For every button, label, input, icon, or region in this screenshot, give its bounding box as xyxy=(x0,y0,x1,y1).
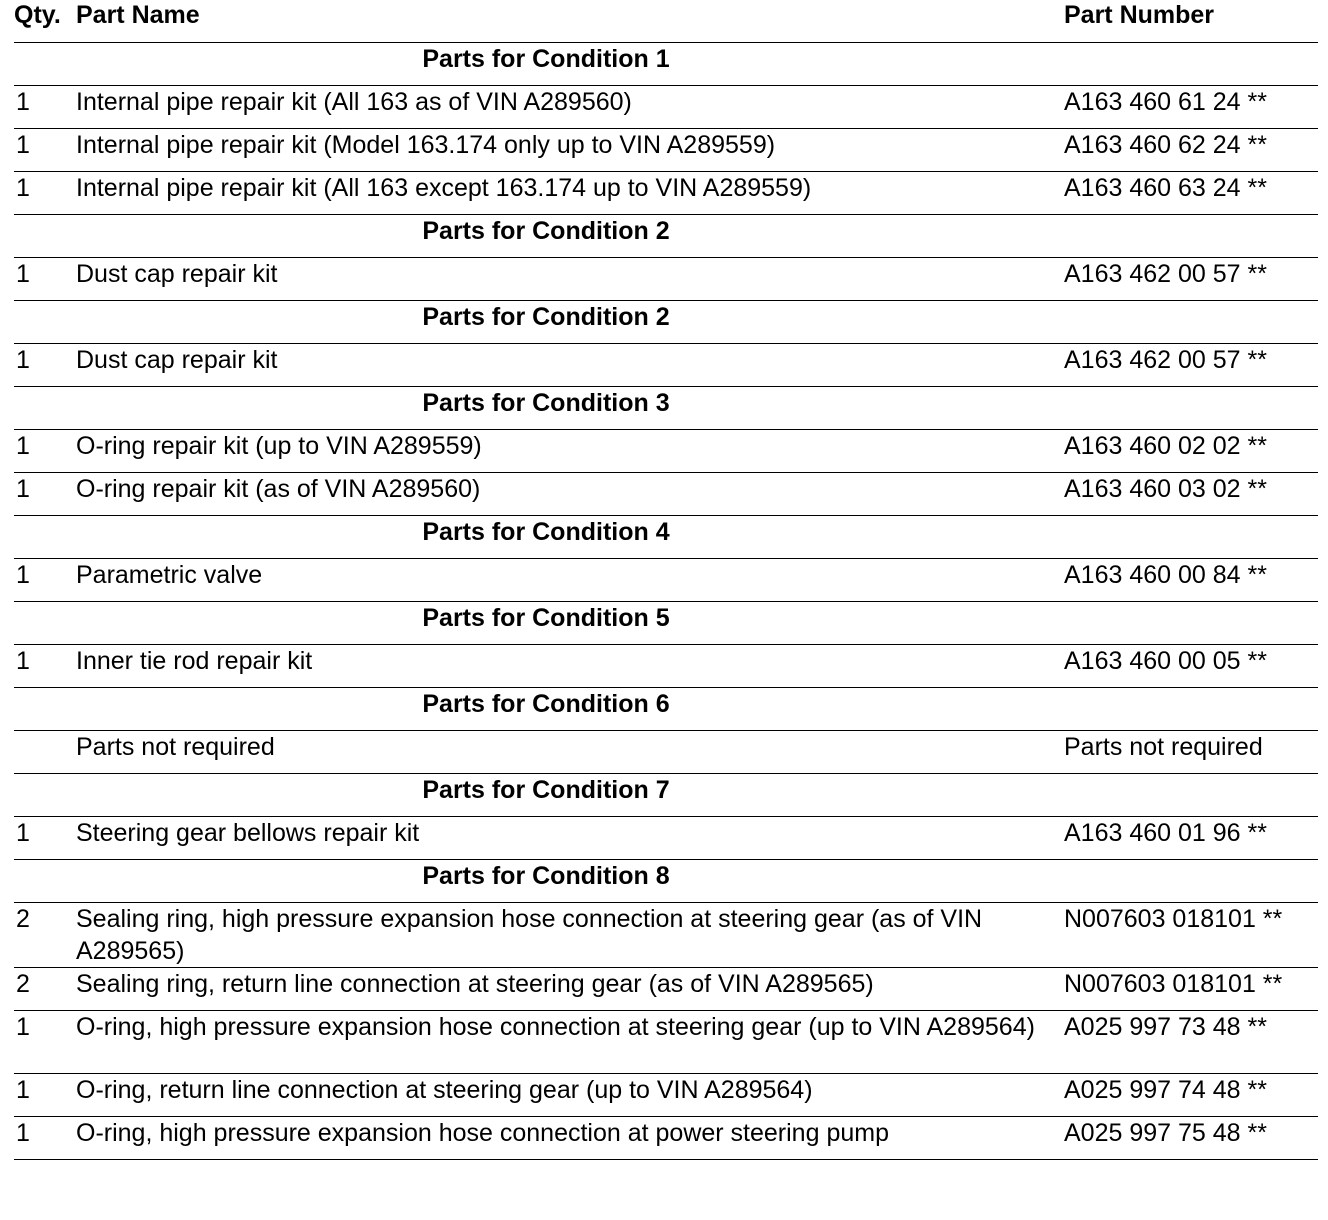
qty-cell xyxy=(14,731,76,774)
qty-cell: 1 xyxy=(14,559,76,602)
qty-cell: 1 xyxy=(14,172,76,215)
part-name-cell: O-ring, return line connection at steering gear (up to VIN A289564) xyxy=(76,1074,1064,1117)
part-name-cell: Internal pipe repair kit (All 163 as of VIN A289560) xyxy=(76,86,1064,129)
qty-cell: 1 xyxy=(14,473,76,516)
part-number-cell: N007603 018101 ** xyxy=(1064,968,1318,1011)
part-number-cell: Parts not required xyxy=(1064,731,1318,774)
part-name-cell: Dust cap repair kit xyxy=(76,344,1064,387)
part-number-cell: A025 997 74 48 ** xyxy=(1064,1074,1318,1117)
part-number-cell: A025 997 75 48 ** xyxy=(1064,1117,1318,1160)
part-name-cell: Parametric valve xyxy=(76,559,1064,602)
section-title: Parts for Condition 2 xyxy=(14,301,1318,344)
section-row xyxy=(14,602,1318,645)
table-row xyxy=(14,1074,1318,1117)
section-row xyxy=(14,688,1318,731)
qty-cell: 1 xyxy=(14,258,76,301)
parts-table xyxy=(14,0,1318,1160)
part-name-cell: O-ring, high pressure expansion hose connection at power steering pump xyxy=(76,1117,1064,1160)
part-number-cell: A163 460 62 24 ** xyxy=(1064,129,1318,172)
section-title: Parts for Condition 2 xyxy=(14,215,1318,258)
part-name-cell: Internal pipe repair kit (All 163 except 163.174 up to VIN A289559) xyxy=(76,172,1064,215)
part-number-header: Part Number xyxy=(1064,0,1318,43)
table-row xyxy=(14,1117,1318,1160)
part-name-cell: Internal pipe repair kit (Model 163.174 only up to VIN A289559) xyxy=(76,129,1064,172)
part-name-cell: Sealing ring, high pressure expansion hose connection at steering gear (as of VIN A289565) xyxy=(76,903,1064,968)
section-row xyxy=(14,387,1318,430)
section-title: Parts for Condition 7 xyxy=(14,774,1318,817)
qty-cell: 1 xyxy=(14,430,76,473)
table-row xyxy=(14,1011,1318,1074)
part-name-cell: Dust cap repair kit xyxy=(76,258,1064,301)
section-title: Parts for Condition 3 xyxy=(14,387,1318,430)
part-number-cell: A163 460 00 84 ** xyxy=(1064,559,1318,602)
section-title: Parts for Condition 1 xyxy=(14,43,1318,86)
part-name-cell: Parts not required xyxy=(76,731,1064,774)
part-name-cell: Sealing ring, return line connection at steering gear (as of VIN A289565) xyxy=(76,968,1064,1011)
part-name-cell: O-ring repair kit (as of VIN A289560) xyxy=(76,473,1064,516)
section-row xyxy=(14,516,1318,559)
part-number-cell: A163 460 63 24 ** xyxy=(1064,172,1318,215)
header-row xyxy=(14,0,1318,43)
part-number-cell: A163 460 01 96 ** xyxy=(1064,817,1318,860)
part-number-cell: A163 460 02 02 ** xyxy=(1064,430,1318,473)
section-row xyxy=(14,215,1318,258)
table-row xyxy=(14,172,1318,215)
section-title: Parts for Condition 4 xyxy=(14,516,1318,559)
qty-cell: 1 xyxy=(14,817,76,860)
table-row xyxy=(14,430,1318,473)
part-name-cell: O-ring, high pressure expansion hose connection at steering gear (up to VIN A289564) xyxy=(76,1011,1064,1074)
table-row xyxy=(14,559,1318,602)
part-name-header: Part Name xyxy=(76,0,1064,43)
qty-cell: 1 xyxy=(14,645,76,688)
section-row xyxy=(14,301,1318,344)
section-title: Parts for Condition 6 xyxy=(14,688,1318,731)
table-row xyxy=(14,344,1318,387)
qty-cell: 1 xyxy=(14,1117,76,1160)
table-row xyxy=(14,473,1318,516)
table-row xyxy=(14,129,1318,172)
qty-cell: 1 xyxy=(14,1011,76,1074)
part-number-cell: A163 462 00 57 ** xyxy=(1064,344,1318,387)
part-number-cell: A163 460 03 02 ** xyxy=(1064,473,1318,516)
qty-cell: 2 xyxy=(14,903,76,968)
part-number-cell: A163 460 61 24 ** xyxy=(1064,86,1318,129)
part-number-cell: N007603 018101 ** xyxy=(1064,903,1318,968)
table-row xyxy=(14,258,1318,301)
table-row xyxy=(14,968,1318,1011)
section-title: Parts for Condition 8 xyxy=(14,860,1318,903)
part-name-cell: Steering gear bellows repair kit xyxy=(76,817,1064,860)
qty-cell: 2 xyxy=(14,968,76,1011)
qty-cell: 1 xyxy=(14,1074,76,1117)
section-row xyxy=(14,43,1318,86)
table-row xyxy=(14,903,1318,968)
section-row xyxy=(14,774,1318,817)
qty-header: Qty. xyxy=(14,0,76,43)
table-row xyxy=(14,817,1318,860)
table-row xyxy=(14,86,1318,129)
table-row xyxy=(14,645,1318,688)
part-number-cell: A163 462 00 57 ** xyxy=(1064,258,1318,301)
section-title: Parts for Condition 5 xyxy=(14,602,1318,645)
table-row xyxy=(14,731,1318,774)
part-number-cell: A163 460 00 05 ** xyxy=(1064,645,1318,688)
part-number-cell: A025 997 73 48 ** xyxy=(1064,1011,1318,1074)
qty-cell: 1 xyxy=(14,86,76,129)
qty-cell: 1 xyxy=(14,129,76,172)
section-row xyxy=(14,860,1318,903)
qty-cell: 1 xyxy=(14,344,76,387)
part-name-cell: Inner tie rod repair kit xyxy=(76,645,1064,688)
parts-body xyxy=(14,43,1318,1160)
part-name-cell: O-ring repair kit (up to VIN A289559) xyxy=(76,430,1064,473)
